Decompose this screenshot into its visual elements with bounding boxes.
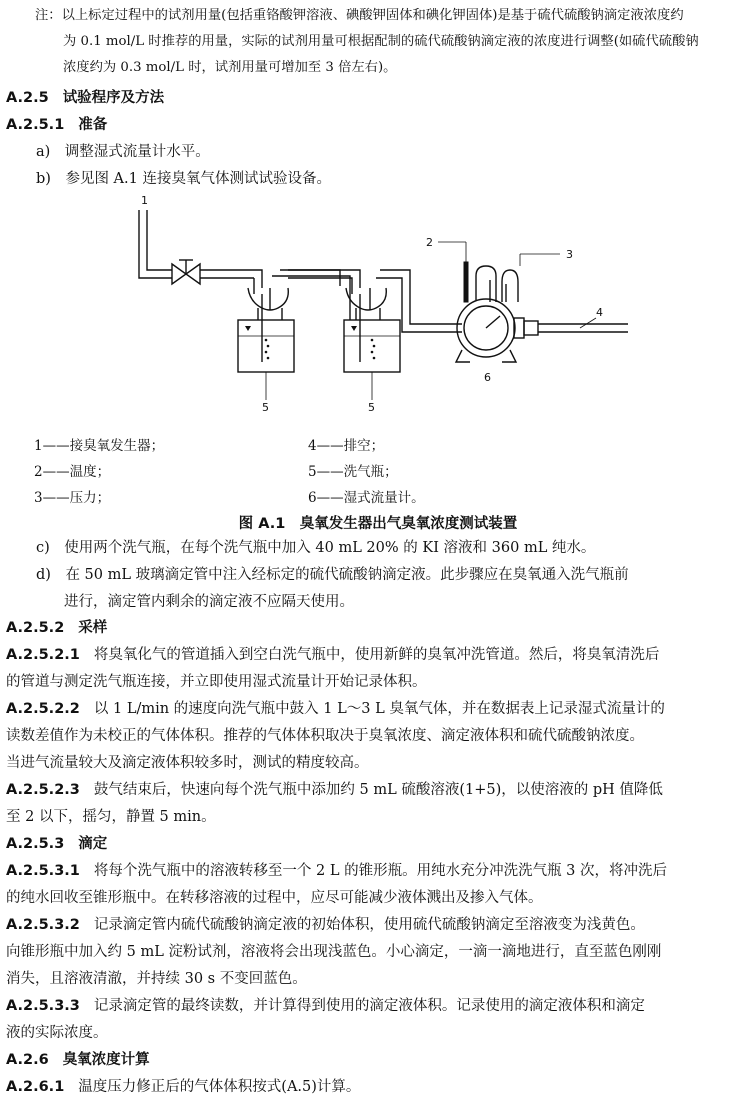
section-title: 滴定 xyxy=(78,836,108,852)
section-number: A.2.6 xyxy=(6,1052,49,1068)
list-item-a: a) 调整湿式流量计水平。 xyxy=(36,144,210,160)
wash-bottle-1 xyxy=(238,270,350,372)
clause-text: 记录滴定管内硫代硫酸钠滴定液的初始体积，使用硫代硫酸钠滴定至溶液变为浅黄色。 xyxy=(93,917,645,933)
section-heading-a26 xyxy=(6,1050,150,1070)
clause-a2523-line-2: 至 2 以下，摇匀，静置 5 min。 xyxy=(6,809,216,825)
section-heading-a252 xyxy=(6,618,107,638)
clause-number: A.2.6.1 xyxy=(6,1079,65,1095)
clause-a2531-line-1 xyxy=(6,861,667,881)
label-6: 6 xyxy=(484,371,491,384)
note-line-3: 浓度约为 0.3 mol/L 时，试剂用量可增加至 3 倍左右)。 xyxy=(63,60,397,75)
clause-a2533-line-2: 液的实际浓度。 xyxy=(6,1025,108,1041)
legend-item-3: 3——压力； xyxy=(34,490,111,506)
clause-a2521-line-1 xyxy=(6,645,659,665)
thermometer-icon xyxy=(464,262,468,302)
bubbles-1 xyxy=(245,326,269,359)
label-1: 1 xyxy=(141,194,148,207)
label-5a: 5 xyxy=(262,401,269,414)
clause-a2532-line-3: 消失，且溶液清澈，并持续 30 s 不变回蓝色。 xyxy=(6,971,307,987)
legend-item-5: 5——洗气瓶； xyxy=(308,464,398,480)
clause-number: A.2.5.2.3 xyxy=(6,782,80,798)
section-title: 准备 xyxy=(78,117,108,133)
clause-a2522-line-3: 当进气流量较大及滴定液体积较多时，测试的精度较高。 xyxy=(6,755,369,771)
clause-text: 将臭氧化气的管道插入到空白洗气瓶中，使用新鲜的臭氧冲洗管道。然后，将臭氧清洗后 xyxy=(93,647,660,663)
list-item-b: b) 参见图 A.1 连接臭氧气体测试试验设备。 xyxy=(36,171,331,187)
clause-a2533-line-1 xyxy=(6,996,645,1016)
clause-number: A.2.5.3.3 xyxy=(6,998,80,1014)
connecting-pipe xyxy=(288,270,360,294)
ozone-test-apparatus-diagram xyxy=(0,190,756,415)
clause-text: 温度压力修正后的气体体积按式(A.5)计算。 xyxy=(78,1079,361,1095)
section-number: A.2.5.2 xyxy=(6,620,65,636)
section-heading-a253 xyxy=(6,834,107,854)
clause-text: 将每个洗气瓶中的溶液转移至一个 2 L 的锥形瓶。用纯水充分冲洗洗气瓶 3 次，将冲洗后 xyxy=(93,863,668,879)
clause-a2523-line-1 xyxy=(6,780,663,800)
clause-a2521-line-2: 的管道与测定洗气瓶连接，并立即使用湿式流量计开始记录体积。 xyxy=(6,674,427,690)
clause-a2531-line-2: 的纯水回收至锥形瓶中。在转移溶液的过程中，应尽可能减少液体溅出及掺入气体。 xyxy=(6,890,543,906)
section-title: 试验程序及方法 xyxy=(62,90,165,106)
list-item-c: c) 使用两个洗气瓶，在每个洗气瓶中加入 40 mL 20% 的 KI 溶液和 360 mL 纯水。 xyxy=(36,540,596,556)
list-item-d-line-1: d) 在 50 mL 玻璃滴定管中注入经标定的硫代硫酸钠滴定液。此步骤应在臭氧通入洗气瓶前 xyxy=(36,567,629,583)
section-heading-a25 xyxy=(6,88,164,108)
clause-a2522-line-2: 读数差值作为未校正的气体体积。推荐的气体体积取决于臭氧浓度、滴定液体积和硫代硫酸钠浓度。 xyxy=(6,728,644,744)
clause-number: A.2.5.3.2 xyxy=(6,917,80,933)
valve-icon xyxy=(172,260,200,284)
clause-a2532-line-2: 向锥形瓶中加入约 5 mL 淀粉试剂，溶液将会出现浅蓝色。小心滴定，一滴一滴地进行，直至蓝色刚刚 xyxy=(6,944,662,960)
label-4: 4 xyxy=(596,306,603,319)
leader-lines xyxy=(266,242,596,400)
legend-item-2: 2——温度； xyxy=(34,464,111,480)
section-number: A.2.5.1 xyxy=(6,117,65,133)
clause-number: A.2.5.2.2 xyxy=(6,701,80,717)
legend-item-4: 4——排空； xyxy=(308,438,385,454)
section-number: A.2.5.3 xyxy=(6,836,65,852)
clause-number: A.2.5.3.1 xyxy=(6,863,80,879)
legend-item-1: 1——接臭氧发生器； xyxy=(34,438,165,454)
legend-item-6: 6——湿式流量计。 xyxy=(308,490,425,506)
section-title: 采样 xyxy=(78,620,108,636)
bubbles-2 xyxy=(351,326,375,359)
section-title: 臭氧浓度计算 xyxy=(62,1052,150,1068)
figure-caption: 图 A.1 臭氧发生器出气臭氧浓度测试装置 xyxy=(238,516,518,532)
label-5b: 5 xyxy=(368,401,375,414)
clause-number: A.2.5.2.1 xyxy=(6,647,80,663)
section-number: A.2.5 xyxy=(6,90,49,106)
list-item-d-line-2: 进行，滴定管内剩余的滴定液不应隔天使用。 xyxy=(64,594,354,610)
clause-text: 记录滴定管的最终读数，并计算得到使用的滴定液体积。记录使用的滴定液体积和滴定 xyxy=(93,998,645,1014)
section-heading-a251 xyxy=(6,115,107,135)
clause-text: 鼓气结束后，快速向每个洗气瓶中添加约 5 mL 硫酸溶液(1+5)，以使溶液的 pH 值降低 xyxy=(93,782,663,798)
wash-bottle-2 xyxy=(344,270,462,372)
clause-text: 以 1 L/min 的速度向洗气瓶中鼓入 1 L～3 L 臭氧气体，并在数据表上记录湿式流量计的 xyxy=(93,701,665,717)
label-3: 3 xyxy=(566,248,573,261)
clause-a261 xyxy=(6,1077,360,1097)
note-line-1: 注：以上标定过程中的试剂用量(包括重铬酸钾溶液、碘酸钾固体和碘化钾固体)是基于硫代硫酸钠滴定液浓度约 xyxy=(35,8,684,23)
note-line-2: 为 0.1 mol/L 时推荐的用量，实际的试剂用量可根据配制的硫代硫酸钠滴定液的浓度进行调整(如硫代硫酸钠 xyxy=(63,34,699,49)
clause-a2522-line-1 xyxy=(6,699,665,719)
label-2: 2 xyxy=(426,236,433,249)
clause-a2532-line-1 xyxy=(6,915,645,935)
